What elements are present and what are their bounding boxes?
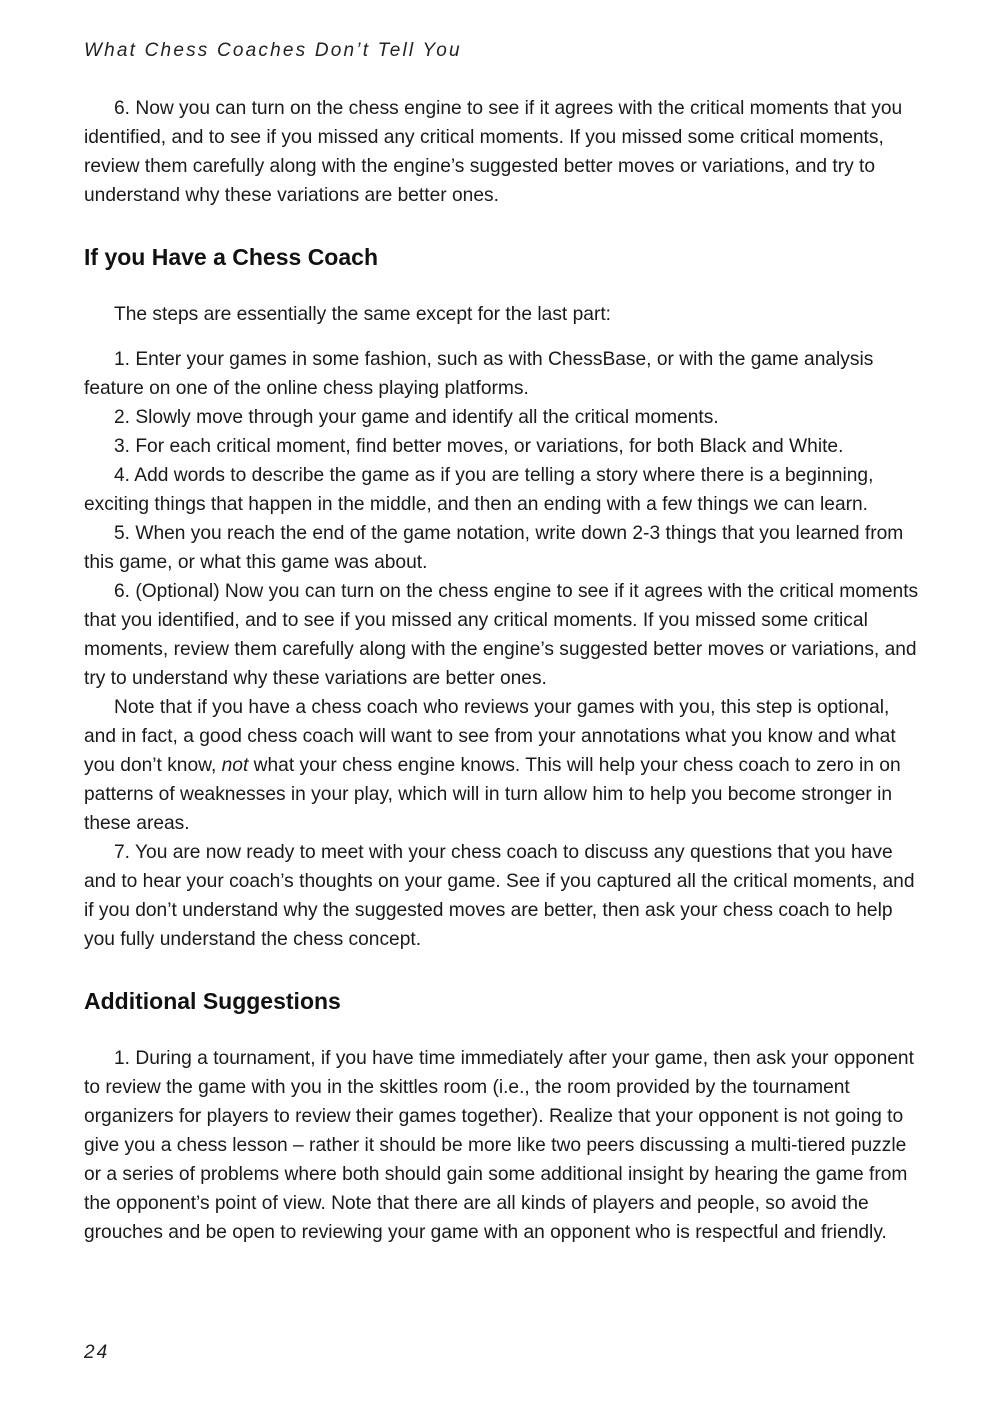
additional-item-1: 1. During a tournament, if you have time immediately after your game, then ask your opponent to review the game with you in the skittles room (i.e., the room provided by the tournament organizers for players to review their games together). Realize that your opponent is not going to give you a chess lesson – rather it should be more like two peers discussing a multi-tiered puzzle or a series of problems where both should gain some additional insight by hearing the game from the opponent’s point of view. Note that there are all kinds of players and people, so avoid the grouches and be open to reviewing your game with an opponent who is respectful and friendly.: [84, 1048, 914, 1243]
coach-step-2: 2. Slowly move through your game and identify all the critical moments.: [114, 407, 719, 428]
page-number: 24: [84, 1342, 110, 1363]
coach-step-3: 3. For each critical moment, find better moves, or variations, for both Black and White.: [114, 436, 844, 457]
section-heading-additional-suggestions: Additional Suggestions: [84, 988, 341, 1014]
note-text-start: Note that if you have a chess coach who reviews your games with you, this step is optional, and in fact, a good chess coach will want to see from your annotations what you know and what you don’t know,: [84, 697, 896, 776]
section-heading-chess-coach: If you Have a Chess Coach: [84, 244, 378, 270]
coach-lead-paragraph: The steps are essentially the same except for the last part:: [114, 304, 611, 325]
page-content: [84, 94, 920, 1247]
coach-step-1: 1. Enter your games in some fashion, such as with ChessBase, or with the game analysis feature on one of the online chess playing platforms.: [84, 349, 874, 399]
step-6-paragraph: 6. Now you can turn on the chess engine to see if it agrees with the critical moments that you identified, and to see if you missed any critical moments. If you missed some critical moments, review them carefully along with the engine’s suggested better moves or variations, and try to understand why these variations are better ones.: [84, 98, 903, 206]
note-text-end: what your chess engine knows. This will help your chess coach to zero in on patterns of weaknesses in your play, which will in turn allow him to help you become stronger in these areas.: [84, 755, 901, 834]
coach-step-4: 4. Add words to describe the game as if you are telling a story where there is a beginning, exciting things that happen in the middle, and then an ending with a few things we can learn.: [84, 465, 874, 515]
coach-step-6: 6. (Optional) Now you can turn on the chess engine to see if it agrees with the critical moments that you identified, and to see if you missed any critical moments. If you missed some critical moments, review them carefully along with the engine’s suggested better moves or variations, and try to understand why these variations are better ones.: [84, 581, 919, 689]
running-head: What Chess Coaches Don’t Tell You: [84, 40, 462, 61]
coach-step-5: 5. When you reach the end of the game notation, write down 2-3 things that you learned from this game, or what this game was about.: [84, 523, 904, 573]
note-emphasis: not: [221, 755, 249, 776]
coach-step-7: 7. You are now ready to meet with your chess coach to discuss any questions that you have and to hear your coach’s thoughts on your game. See if you captured all the critical moments, and if you don’t understand why the suggested moves are better, then ask your chess coach to help you fully understand the chess concept.: [84, 842, 915, 950]
coach-note-paragraph: [84, 693, 920, 838]
book-page: [84, 0, 920, 1412]
